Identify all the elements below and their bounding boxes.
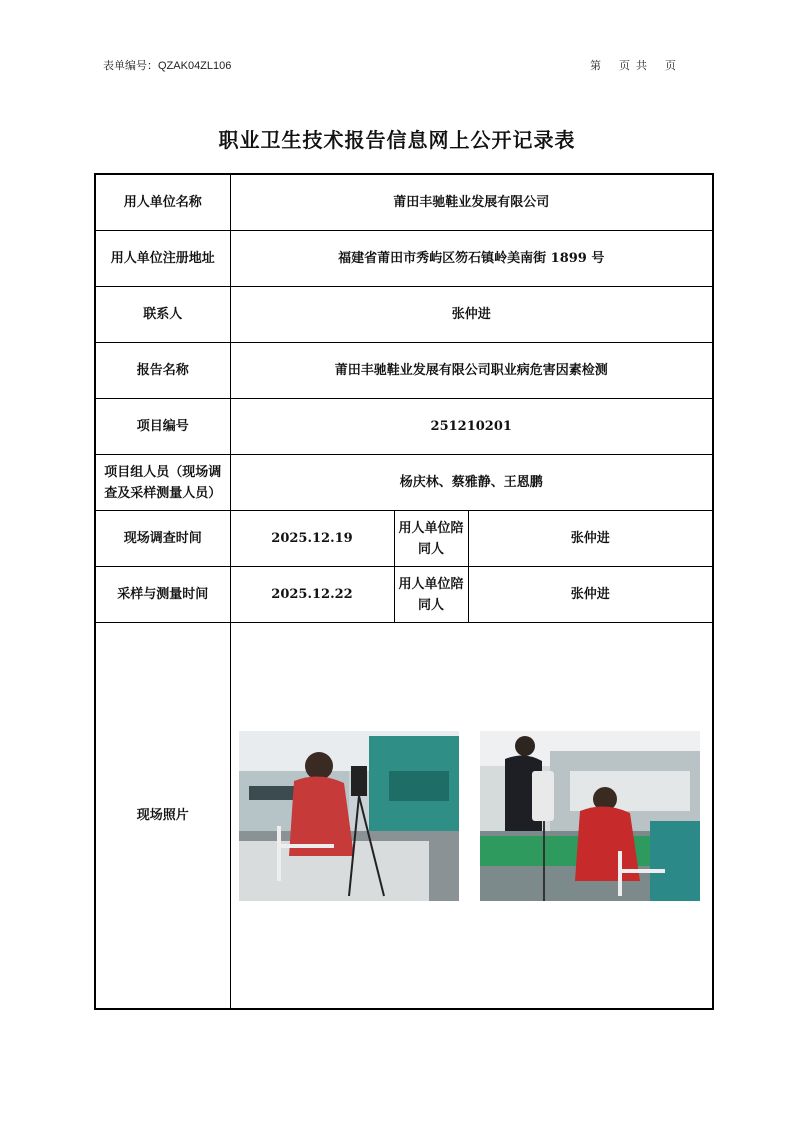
page-di: 第: [590, 60, 601, 72]
form-number: 表单编号：QZAK04ZL106: [103, 60, 232, 72]
survey-date: 2025.12.19: [230, 511, 394, 567]
address-label: 用人单位注册地址: [95, 231, 230, 287]
page-ye: 页: [619, 60, 630, 72]
sampling-date: 2025.12.22: [230, 567, 394, 623]
page-indicator: [590, 57, 676, 73]
contact-label: 联系人: [95, 287, 230, 343]
project-no-label: 项目编号: [95, 399, 230, 455]
photos-cell: [230, 623, 713, 1010]
site-photo-1: [239, 731, 459, 901]
survey-companion: 张仲进: [468, 511, 713, 567]
site-photo-1-icon: [239, 731, 459, 901]
sampling-companion-label: 用人单位陪同人: [394, 567, 468, 623]
project-no-value: 251210201: [230, 399, 713, 455]
page-ye2: 页: [665, 60, 676, 72]
record-table: [94, 173, 714, 1010]
report-label: 报告名称: [95, 343, 230, 399]
photo-area: [231, 623, 713, 1008]
survey-label: 现场调查时间: [95, 511, 230, 567]
page-title: 职业卫生技术报告信息网上公开记录表: [218, 128, 576, 152]
employer-label: 用人单位名称: [95, 174, 230, 231]
sampling-label: 采样与测量时间: [95, 567, 230, 623]
sampling-companion: 张仲进: [468, 567, 713, 623]
report-value: 莆田丰驰鞋业发展有限公司职业病危害因素检测: [230, 343, 713, 399]
team-value: 杨庆林、蔡雅静、王恩鹏: [230, 455, 713, 511]
site-photo-2-icon: [480, 731, 700, 901]
address-value: 福建省莆田市秀屿区笏石镇岭美南街 1899 号: [230, 231, 713, 287]
photos-label: 现场照片: [95, 623, 230, 1010]
survey-companion-label: 用人单位陪同人: [394, 511, 468, 567]
page-gong: 共: [636, 60, 647, 72]
team-label: 项目组人员（现场调查及采样测量人员）: [95, 455, 230, 511]
site-photo-2: [480, 731, 700, 901]
employer-value: 莆田丰驰鞋业发展有限公司: [230, 174, 713, 231]
contact-value: 张仲进: [230, 287, 713, 343]
